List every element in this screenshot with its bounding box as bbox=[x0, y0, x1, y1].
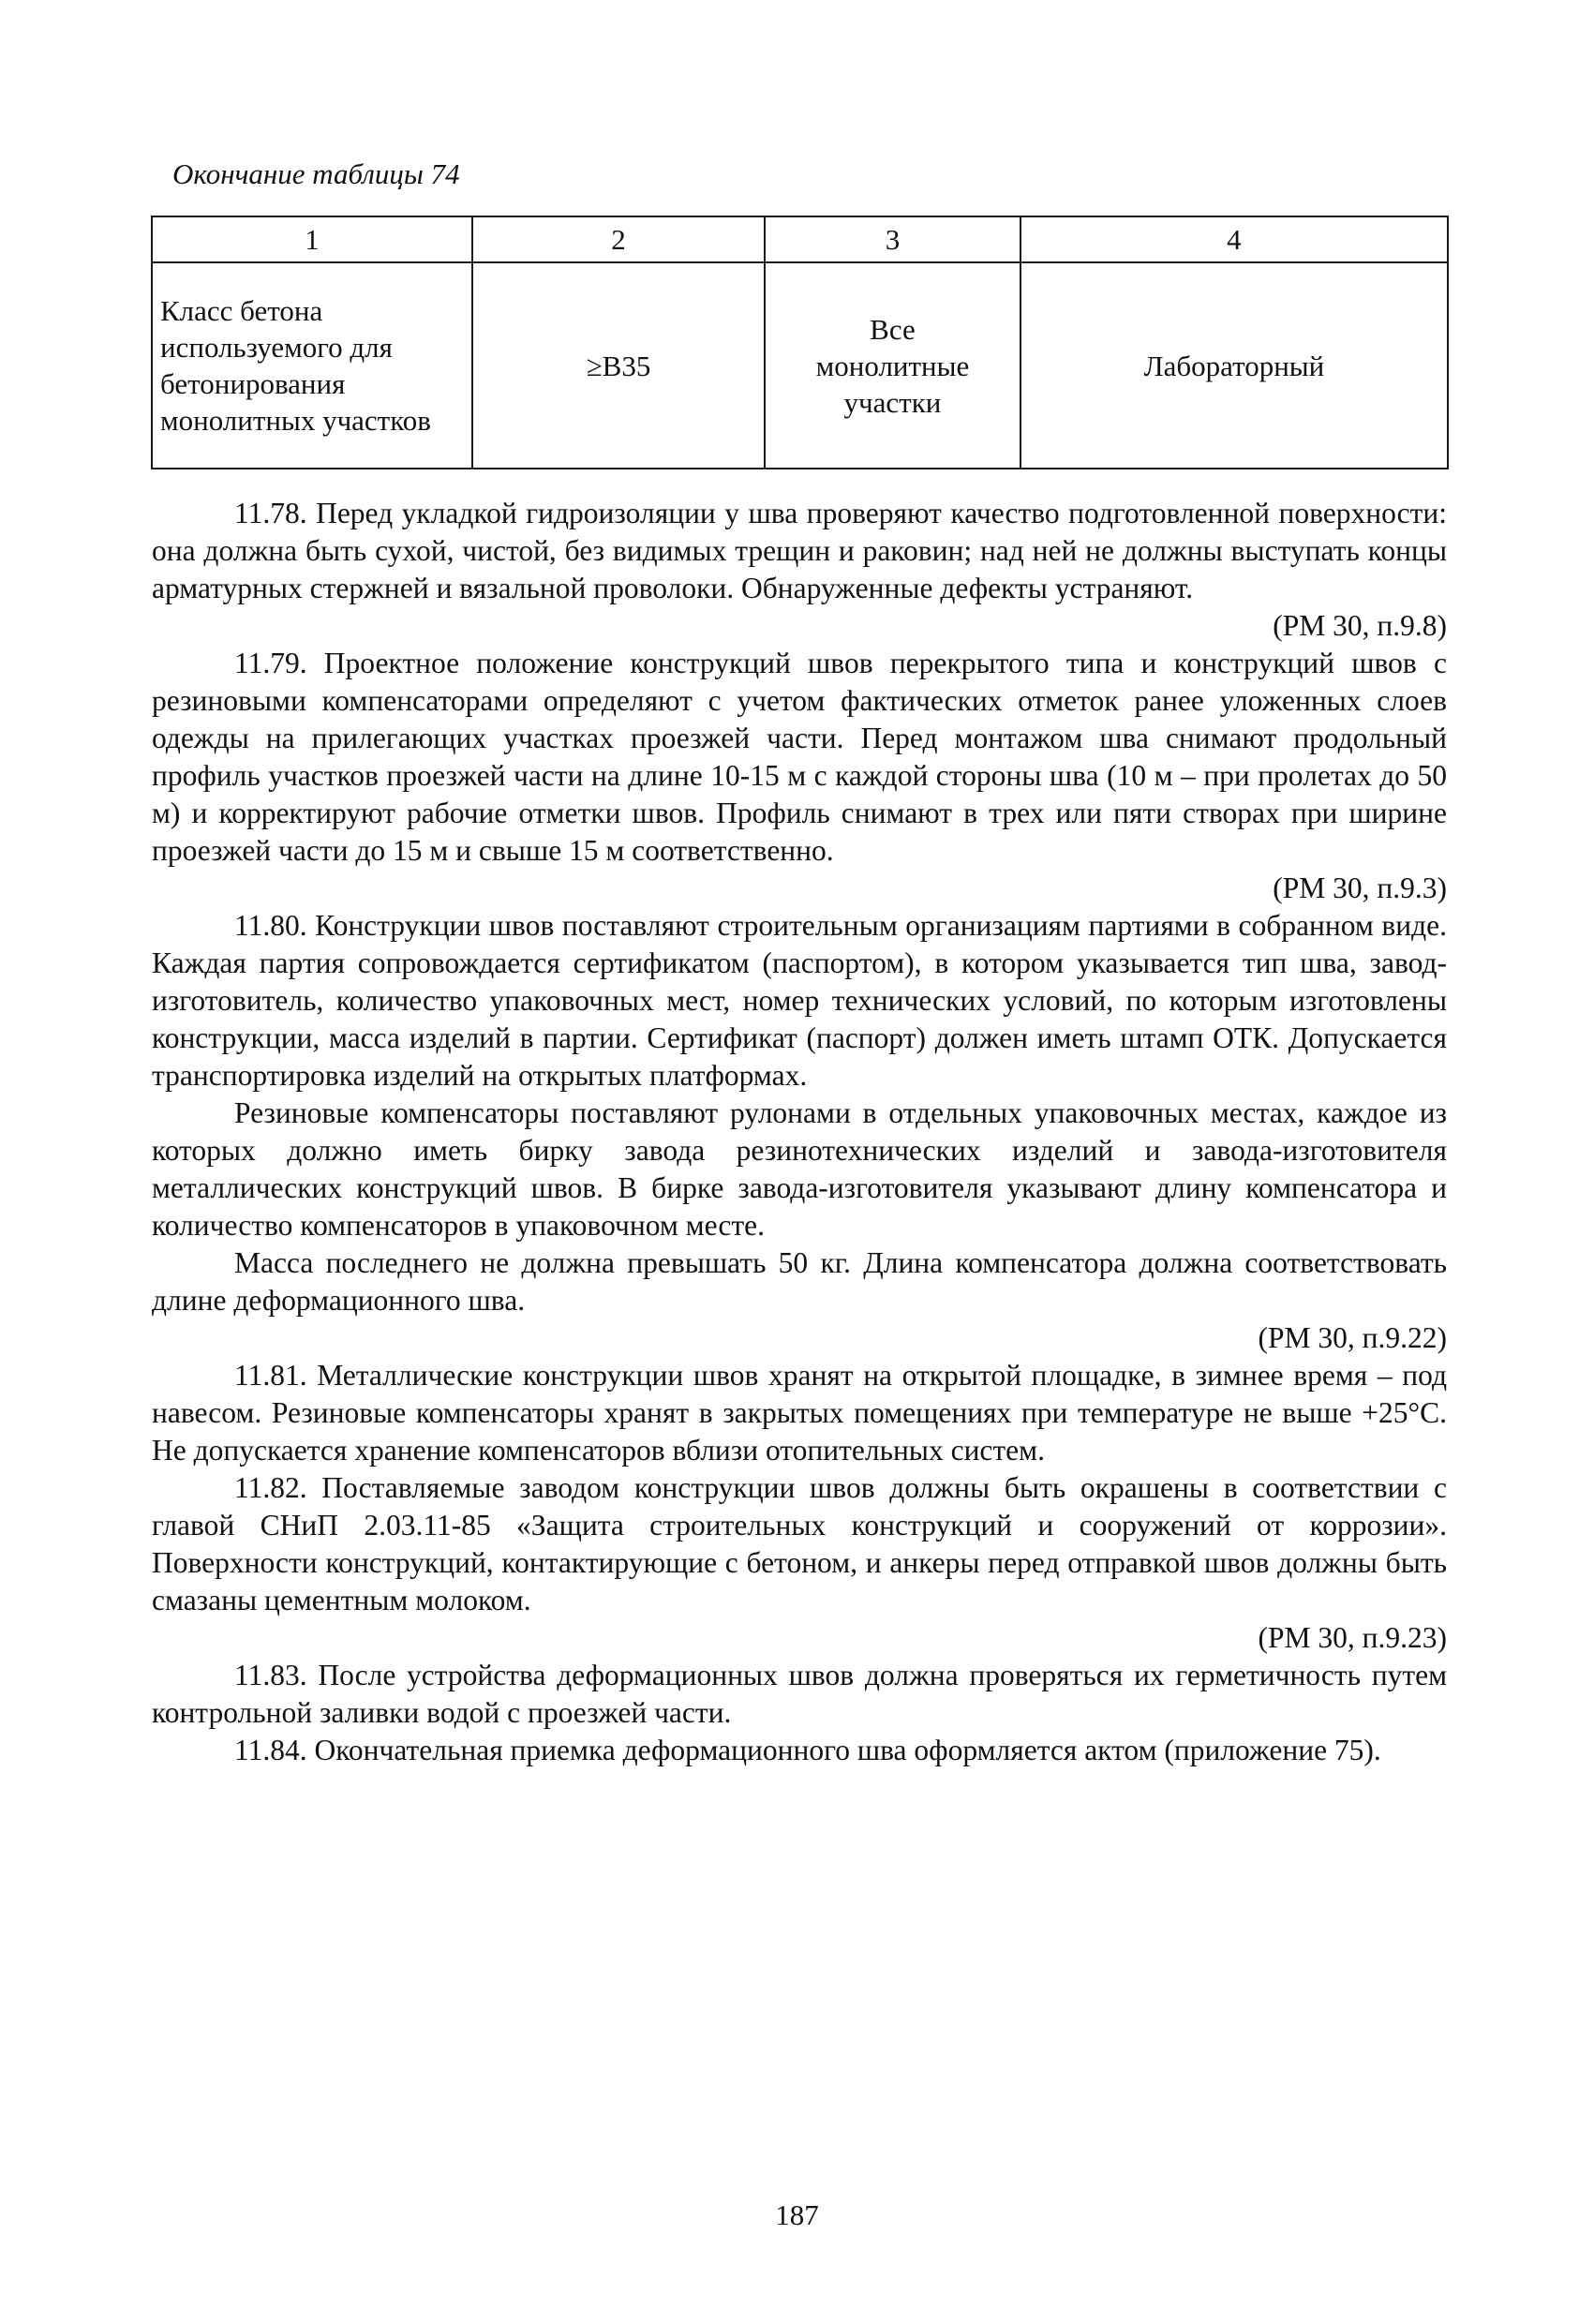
reference: (РМ 30, п.9.23) bbox=[1258, 1621, 1447, 1654]
table-cell bbox=[152, 262, 472, 469]
paragraph-11-79: 11.79. Проектное положение конструкций швов перекрытого типа и конструкций швов с резиновыми компенсаторами определяют с учетом фактических отметок ранее уложенных слоев одежды на прилегающих участках проезжей части. Перед монтажом шва снимают продольный профиль участков проезжей части на длине 10-15 м с каждой стороны шва (10 м – при пролетах до 50 м) и корректируют рабочие отметки швов. Профиль снимают в трех или пяти створах при ширине проезжей части до 15 м и свыше 15 м соответственно. bbox=[152, 647, 1447, 867]
paragraph-11-78: 11.78. Перед укладкой гидроизоляции у шва проверяют качество подготовленной поверхности: она должна быть сухой, чистой, без видимых трещин и раковин; над ней не должны выступать концы арматурных стержней и вязальной проволоки. Обнаруженные дефекты устраняют. bbox=[152, 497, 1447, 604]
table-cell bbox=[765, 262, 1020, 469]
paragraph-11-81: 11.81. Металлические конструкции швов хранят на открытой площадке, в зимнее время – под навесом. Резиновые компенсаторы хранят в закрытых помещениях при температуре не выше +25°С. Не допускается хранение компенсаторов вблизи отопительных систем. bbox=[152, 1359, 1447, 1467]
paragraph-compensator-mass: Масса последнего не должна превышать 50 кг. Длина компенсатора должна соответствовать длине деформационного шва. bbox=[152, 1246, 1447, 1317]
table-caption: Окончание таблицы 74 bbox=[172, 157, 460, 190]
table-header-cell: 3 bbox=[765, 216, 1020, 262]
reference: (РМ 30, п.9.3) bbox=[1273, 872, 1447, 904]
table-row bbox=[152, 262, 1448, 469]
table-74 bbox=[151, 216, 1449, 469]
paragraph-11-82: 11.82. Поставляемые заводом конструкции швов должны быть окрашены в соответствии с главой СНиП 2.03.11-85 «Защита строительных конструкций и сооружений от коррозии». Поверхности конструкций, контактирующие с бетоном, и анкеры перед отправкой швов должны быть смазаны цементным молоком. bbox=[152, 1471, 1447, 1616]
table-header-row bbox=[152, 216, 1448, 262]
table-header-cell: 1 bbox=[152, 216, 472, 262]
table-cell: Лабораторный bbox=[1020, 262, 1448, 469]
paragraph-11-83: 11.83. После устройства деформационных швов должна проверяться их герметичность путем контрольной заливки водой с проезжей части. bbox=[152, 1659, 1447, 1729]
paragraph-11-84: 11.84. Окончательная приемка деформационного шва оформляется актом (приложение 75). bbox=[234, 1734, 1381, 1766]
reference: (РМ 30, п.9.22) bbox=[1258, 1321, 1447, 1354]
page-number: 187 bbox=[775, 2198, 819, 2231]
table-cell: ≥B35 bbox=[472, 262, 765, 469]
table-header-cell: 4 bbox=[1020, 216, 1448, 262]
table-header-cell: 2 bbox=[472, 216, 765, 262]
paragraph-11-80: 11.80. Конструкции швов поставляют строительным организациям партиями в собранном виде. Каждая партия сопровождается сертификатом (паспортом), в котором указывается тип шва, завод-изготовитель, количество упаковочных мест, номер технических условий, по которым изготовлены конструкции, масса изделий в партии. Сертификат (паспорт) должен иметь штамп ОТК. Допускается транспортировка изделий на открытых платформах. bbox=[152, 909, 1447, 1092]
reference: (РМ 30, п.9.8) bbox=[1273, 609, 1447, 642]
body-text bbox=[152, 495, 1447, 1769]
paragraph-rubber-compensators: Резиновые компенсаторы поставляют рулонами в отдельных упаковочных местах, каждое из которых должно иметь бирку завода резинотехнических изделий и завода-изготовителя металлических конструкций швов. В бирке завода-изготовителя указывают длину компенсатора и количество компенсаторов в упаковочном месте. bbox=[152, 1096, 1447, 1242]
table-cell-text: Класс бетона используемого для бетонирования монолитных участков bbox=[160, 294, 431, 437]
table-cell-text: Все монолитные участки bbox=[815, 312, 970, 419]
